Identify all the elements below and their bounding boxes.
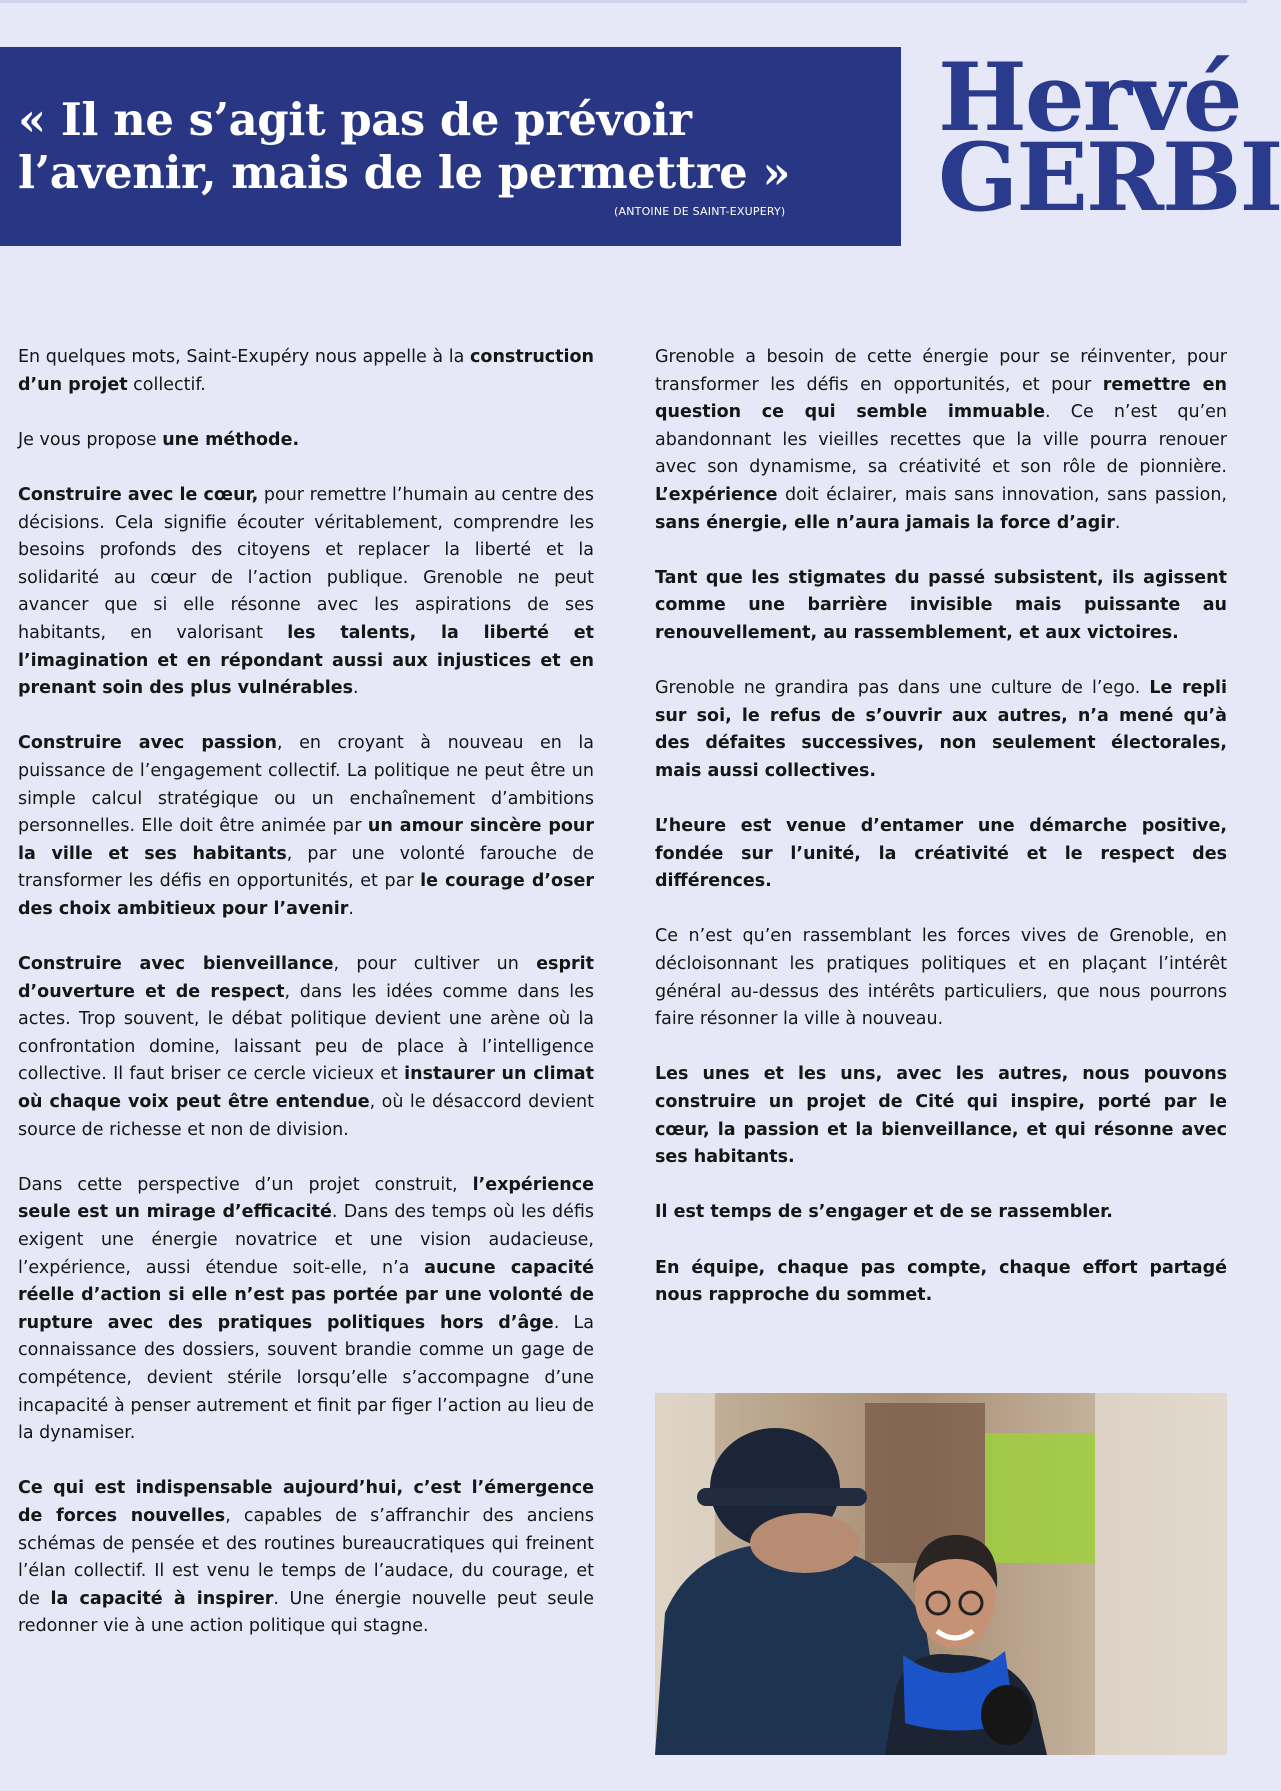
bold-text: la capacité à inspirer xyxy=(50,1588,274,1609)
quote-line-1: « Il ne s’agit pas de prévoir xyxy=(18,93,692,146)
campaign-photo xyxy=(655,1393,1227,1755)
paragraph xyxy=(655,675,1227,785)
text-run: pour remettre l’humain au centre des décisions. Cela signifie écouter véritablement, comprendre les besoins profonds des citoyens et replacer la liberté et la solidarité au cœur de l’action publique. Grenoble ne peut avancer que si elle résonne avec les aspirations de ses habitants, en valorisant xyxy=(18,484,594,643)
text-run: . Dans des temps où les défis exigent une énergie novatrice et une vision audacieuse, l’expérience, aussi étendue soit-elle, n’a xyxy=(18,1202,594,1278)
bold-text: sans énergie, elle n’aura jamais la force d’agir xyxy=(655,512,1115,533)
bold-text: remettre en question ce qui semble immuable xyxy=(655,374,1227,423)
text-run: Dans cette perspective d’un projet construit, xyxy=(18,1174,473,1195)
text-run: , où le désaccord devient source de richesse et non de division. xyxy=(18,1092,594,1140)
paragraph xyxy=(655,344,1227,537)
bold-text: Construire avec passion xyxy=(18,733,277,754)
text-run: . xyxy=(1114,512,1121,533)
text-run: doit éclairer, mais sans innovation, sans passion, xyxy=(777,484,1227,505)
candidate-name xyxy=(938,43,1281,233)
quote-attribution: (ANTOINE DE SAINT-EXUPERY) xyxy=(614,205,786,218)
bold-text: une méthode. xyxy=(162,429,300,450)
candidate-first-name: Hervé xyxy=(938,43,1241,153)
text-run: Ce n’est qu’en rassemblant les forces vives de Grenoble, en décloisonnant les pratiques politiques et en plaçant l’intérêt général au-dessus des intérêts particuliers, que nous pourrons faire résonner la ville à nouveau. xyxy=(655,926,1227,1030)
text-run: . La connaissance des dossiers, souvent brandie comme un gage de compétence, devient stérile lorsqu’elle s’accompagne d’une incapacité à penser autrement et finit par figer l’action au lieu de la dynamiser. xyxy=(18,1312,594,1444)
bold-text: Les unes et les uns, avec les autres, nous pouvons construire un projet de Cité qui inspire, porté par le cœur, la passion et la bienveillance, et qui résonne avec ses habitants. xyxy=(655,1064,1227,1168)
text-run: . xyxy=(348,898,354,919)
text-run: Grenoble a besoin de cette énergie pour se réinventer, pour transformer les défis en opportunités, et pour xyxy=(655,347,1227,395)
bold-text: Ce qui est indispensable aujourd’hui, c’est l’émergence de forces nouvelles xyxy=(18,1478,594,1526)
quote-banner xyxy=(0,47,901,246)
paragraph xyxy=(655,1255,1227,1310)
text-run: Je vous propose xyxy=(18,429,163,450)
right-column xyxy=(655,344,1227,1337)
text-run: , en croyant à nouveau en la puissance de l’engagement collectif. La politique ne peut être un simple calcul stratégique ou un enchaînement d’ambitions personnelles. Elle doit être animée par xyxy=(18,733,594,837)
bold-text: esprit d’ouverture et de respect xyxy=(18,954,594,1002)
headline-quote xyxy=(18,93,901,199)
text-run: , capables de s’affranchir des anciens schémas de pensée et des routines bureaucratiques qui freinent l’élan collectif. Il est venu le temps de l’audace, du courage, et de xyxy=(18,1505,594,1609)
paragraph xyxy=(18,1172,594,1448)
text-run: , par une volonté farouche de transformer les défis en opportunités, et par xyxy=(18,843,594,892)
bold-text: le courage d’oser des choix ambitieux pour l’avenir xyxy=(18,871,594,919)
bold-text: Construire avec le cœur, xyxy=(18,484,259,505)
bold-text: aucune capacité réelle d’action si elle n’est pas portée par une volonté de rupture avec des pratiques politiques hors d’âge xyxy=(18,1257,594,1333)
bold-text: les talents, la liberté et l’imagination et en répondant aussi aux injustices et en prenant soin des plus vulnérables xyxy=(18,622,594,699)
bold-text: Le repli sur soi, le refus de s’ouvrir aux autres, n’a mené qu’à des défaites successives, non seulement électorales, mais aussi collectives. xyxy=(655,678,1227,781)
paragraph xyxy=(18,427,594,455)
bold-text: L’expérience xyxy=(655,484,778,505)
bold-text: Il est temps de s’engager et de se rassembler. xyxy=(655,1202,1113,1223)
paragraph xyxy=(655,565,1227,648)
paragraph xyxy=(655,813,1227,896)
text-run: collectif. xyxy=(127,374,206,395)
text-run: En quelques mots, Saint-Exupéry nous appelle à la xyxy=(18,347,471,367)
bold-text: L’heure est venue d’entamer une démarche positive, fondée sur l’unité, la créativité et le respect des différences. xyxy=(655,816,1227,892)
text-run: , dans les idées comme dans les actes. Trop souvent, le débat politique devient une arène où la confrontation domine, laissant peu de place à l’intelligence collective. Il faut briser ce cercle vicieux et xyxy=(18,981,594,1085)
bold-text: Tant que les stigmates du passé subsistent, ils agissent comme une barrière invisible mais puissante au renouvellement, au rassemblement, et aux victoires. xyxy=(655,567,1227,643)
paragraph xyxy=(655,923,1227,1033)
paragraph xyxy=(18,1475,594,1641)
left-column xyxy=(18,344,594,1669)
text-run: . Ce n’est qu’en abandonnant les vieilles recettes que la ville pourra renouer avec son dynamisme, sa créativité et son rôle de pionnière. xyxy=(655,402,1227,478)
bold-text: instaurer un climat où chaque voix peut être entendue xyxy=(18,1064,594,1113)
bold-text: En équipe, chaque pas compte, chaque effort partagé nous rapproche du sommet. xyxy=(655,1257,1227,1306)
candidate-last-name: GERBI xyxy=(938,123,1281,233)
bold-text: construction d’un projet xyxy=(18,347,594,395)
text-run: Grenoble ne grandira pas dans une culture de l’ego. xyxy=(655,678,1150,699)
photo-illustration xyxy=(655,1393,1227,1755)
paragraph xyxy=(18,344,594,399)
paragraph xyxy=(18,482,594,703)
bold-text: Construire avec bienveillance xyxy=(18,954,334,975)
paragraph xyxy=(655,1199,1227,1227)
paragraph xyxy=(655,1061,1227,1171)
text-run: , pour cultiver un xyxy=(333,954,537,975)
bold-text: un amour sincère pour la ville et ses habitants xyxy=(18,816,594,864)
paragraph xyxy=(18,730,594,923)
quote-line-2: l’avenir, mais de le permettre » xyxy=(18,146,791,199)
bold-text: l’expérience seule est un mirage d’efficacité xyxy=(18,1174,594,1223)
paragraph xyxy=(18,951,594,1144)
text-run: . xyxy=(353,678,359,699)
top-divider xyxy=(0,0,1247,3)
text-run: . Une énergie nouvelle peut seule redonner vie à une action politique qui stagne. xyxy=(18,1588,594,1637)
